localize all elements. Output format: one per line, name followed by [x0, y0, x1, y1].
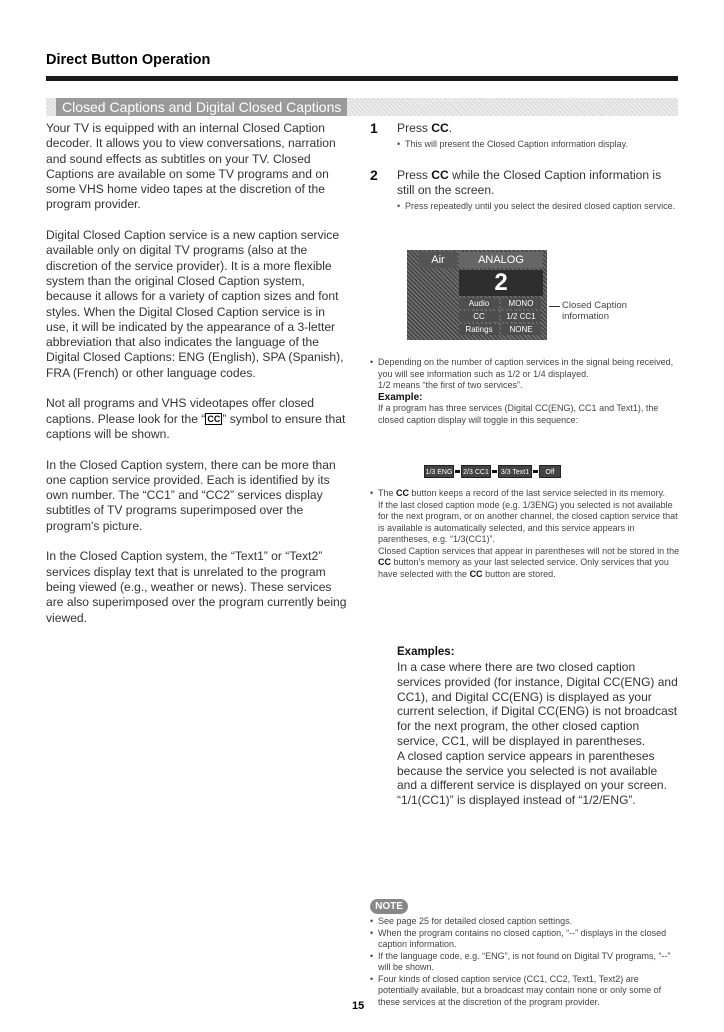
example-text: If a program has three services (Digital CC(ENG), CC1 and Text1), the closed caption display will toggle in this sequence:: [378, 403, 659, 425]
memory-block: [370, 488, 680, 580]
cc-button-label: CC: [378, 557, 391, 567]
sequence-item: 3/3 Text1: [498, 465, 532, 478]
note-list: [370, 916, 680, 1008]
steps-column: [370, 121, 680, 212]
p3-text-post: ” symbol to ensure that captions will be shown.: [46, 411, 346, 441]
intro-paragraph-2: Digital Closed Caption service is a new caption service available only on digital TV programs (also at the discretion of the service provider). It is a more flexible system than the original Closed Caption system, because it allows for a variety of caption sizes and font styles. When the Digital Closed Caption service is in use, it will be indicated by the appearance of a 3-letter abbreviation that also indicates the language of the Digital Closed Captions: ENG (English), SPA (Spanish), FRA (French) or other language codes.: [46, 228, 344, 380]
sequence-link: [492, 470, 497, 473]
step-2-post: while the Closed Caption information is still on the screen.: [397, 167, 662, 197]
osd-mode: ANALOG: [459, 252, 543, 268]
step-1-post: .: [448, 121, 453, 135]
step-1: [370, 121, 680, 151]
note-item: • If the language code, e.g. “ENG”, is not found on Digital TV programs, “--” will be shown.: [370, 951, 680, 974]
memory-post-2: button's memory as your last selected service. Only services that you have selected with the: [378, 557, 669, 579]
page-number: 15: [352, 1000, 365, 1012]
osd-audio-label: Audio: [459, 298, 499, 309]
examples-text-2: A closed caption service appears in parentheses because the service you selected is not available and a different service is displayed on your screen. “1/1(CC1)” is displayed instead of “1/2/ENG”.: [397, 748, 667, 808]
examples-heading: Examples:: [397, 646, 455, 658]
step-2-bullet: • Press repeatedly until you select the desired closed caption service.: [397, 201, 680, 213]
section-title: Closed Captions and Digital Closed Captions: [56, 98, 347, 116]
cc-symbol: CC: [207, 413, 221, 424]
sequence-link: [455, 470, 460, 473]
example-heading: Example:: [378, 391, 423, 403]
callout-leader-line: [549, 306, 560, 307]
sequence-item: 2/3 CC1: [461, 465, 491, 478]
intro-column: [46, 121, 350, 641]
osd-ratings-label: Ratings: [459, 324, 499, 335]
memory-pre: The: [378, 488, 397, 498]
sequence-item: 1/3 ENG: [424, 465, 454, 478]
section-banner: [46, 98, 678, 116]
sequence-item: Off: [539, 465, 561, 478]
step-2-text: [397, 168, 680, 198]
step-1-text: [397, 121, 680, 136]
osd-cc-value: 1/2 CC1: [501, 311, 541, 322]
examples-block: [397, 645, 679, 808]
cc-info-osd: [407, 250, 547, 340]
intro-paragraph-4: In the Closed Caption system, there can be more than one caption service provided. Each is identified by its own number. The “CC1” and “CC2” services display subtitles of TV programs superimposed over the program's picture.: [46, 457, 336, 533]
note-item: • See page 25 for detailed closed caption settings.: [370, 916, 680, 928]
osd-audio-value: MONO: [501, 298, 541, 309]
note-item: • Four kinds of closed caption service (CC1, CC2, Text1, Text2) are potentially available, but a broadcast may contain none or only some of these services at the discretion of the program provider.: [370, 974, 680, 1009]
examples-text-1: In a case where there are two closed caption services provided (for instance, Digital CC(ENG) and CC1), and Digital CC(ENG) is displayed as your current selection, if Digital CC(ENG) is not broadcast for the next program, the other closed caption service, CC1, will be displayed in parentheses.: [397, 660, 678, 748]
note-badge: NOTE: [370, 899, 408, 914]
step-1-number: 1: [370, 120, 378, 136]
intro-paragraph-5: In the Closed Caption system, the “Text1” or “Text2” services display text that is unrelated to the program being viewed (e.g., weather or news). These services are also superimposed over the program currently being viewed.: [46, 549, 347, 625]
header-rule: [46, 76, 678, 81]
osd-source: Air: [419, 252, 457, 268]
bullet-depending: • Depending on the number of caption services in the signal being received, you will see information such as 1/2 or 1/4 displayed. 1/2 means “the first of two services”.: [370, 357, 680, 392]
cc-button-label: CC: [469, 568, 483, 579]
step-2: [370, 168, 680, 213]
sequence-link: [533, 470, 538, 473]
page-title: Direct Button Operation: [46, 52, 211, 68]
intro-paragraph-3: [46, 396, 350, 442]
cc-button-label: CC: [396, 488, 410, 498]
step-2-pre: Press: [397, 167, 432, 182]
note-item: • When the program contains no closed caption, “--” displays in the closed caption information.: [370, 928, 680, 951]
bullet-memory: [370, 488, 680, 580]
osd-cc-label: CC: [459, 311, 499, 322]
osd-ratings-value: NONE: [501, 324, 541, 335]
memory-post-3: button are stored.: [482, 568, 556, 579]
memory-post: button keeps a record of the last service selected in its memory. If the last closed caption mode (e.g. 1/3ENG) you selected is not available for the next program, or on another channel, the closed caption service that is available is automatically selected, and this service appears in parentheses, e.g. “1/3(CC1)”. Closed Caption services that appear in parentheses will not be stored in the: [378, 488, 680, 556]
osd-channel: 2: [459, 270, 543, 296]
step-1-pre: Press: [397, 121, 432, 135]
step-2-number: 2: [370, 166, 378, 183]
osd-callout-label: Closed Caption information: [562, 300, 627, 322]
details-block: [370, 357, 680, 426]
cc-button-label: CC: [431, 167, 449, 182]
intro-paragraph-1: Your TV is equipped with an internal Closed Caption decoder. It allows you to view conversations, narration and sound effects as subtitles on your TV. Closed Captions are available on some TV programs and on some VHS home video tapes at the discretion of the program provider.: [46, 121, 336, 212]
cc-button-label: CC: [431, 121, 449, 135]
step-1-bullet: • This will present the Closed Caption information display.: [397, 139, 680, 151]
p3-text-pre: Not all programs and VHS videotapes offer closed captions. Please look for the “: [46, 396, 314, 426]
